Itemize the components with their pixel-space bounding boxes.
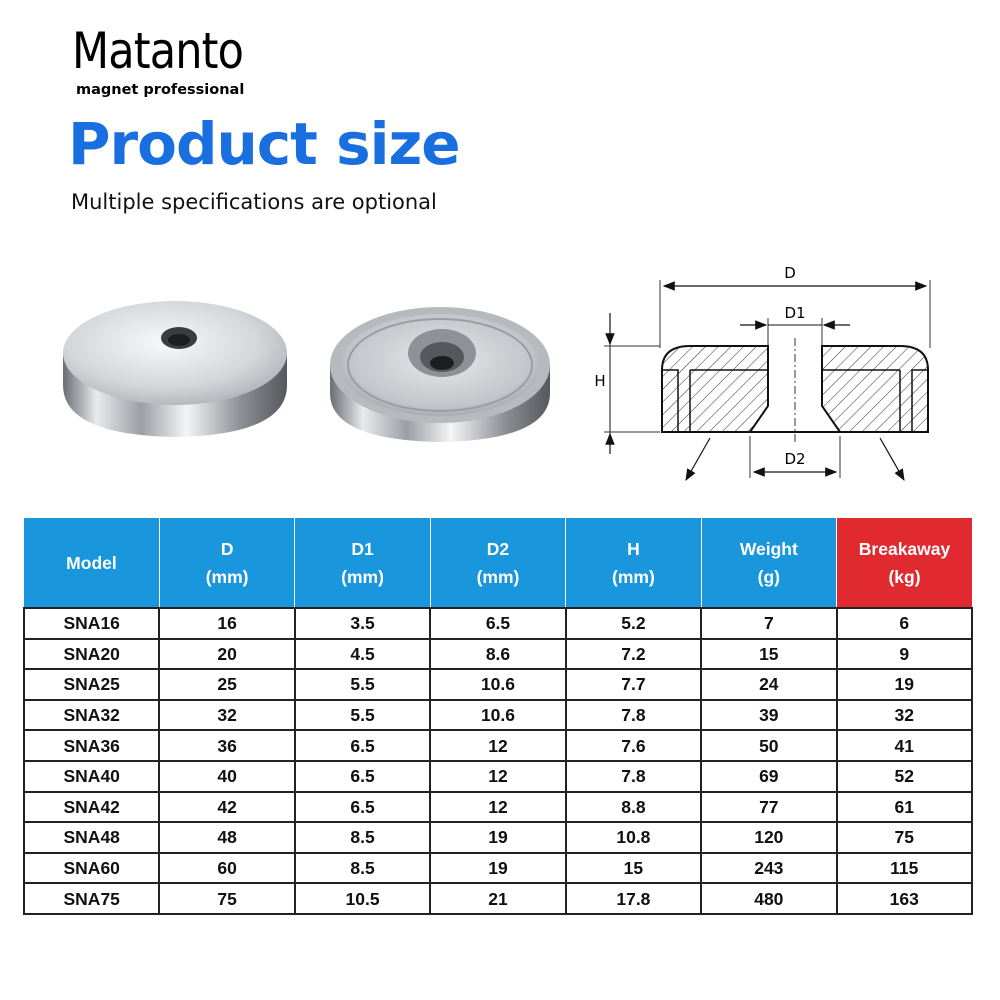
table-cell: 60 [159, 853, 294, 884]
column-header [159, 518, 294, 608]
table-cell: 7.6 [566, 730, 701, 761]
column-header [24, 518, 159, 608]
column-header-label: Breakaway [858, 538, 951, 559]
model-cell: SNA25 [24, 669, 159, 700]
column-header-unit: (g) [757, 566, 780, 587]
product-photos [55, 285, 595, 475]
table-cell: 16 [159, 608, 294, 639]
table-row [24, 608, 972, 639]
table-cell: 17.8 [566, 883, 701, 914]
label-d: D [784, 264, 796, 282]
table-cell: 12 [430, 792, 565, 823]
table-cell: 7.2 [566, 639, 701, 670]
model-cell: SNA20 [24, 639, 159, 670]
table-cell: 120 [701, 822, 836, 853]
column-header [295, 518, 430, 608]
magnet-photo-left [63, 301, 287, 437]
table-cell: 6.5 [295, 730, 430, 761]
table-row [24, 669, 972, 700]
column-header-label: D1 [351, 538, 374, 559]
dimension-diagram [590, 258, 950, 498]
column-header [837, 518, 972, 608]
table-cell: 10.5 [295, 883, 430, 914]
table-cell: 48 [159, 822, 294, 853]
table-cell: 10.8 [566, 822, 701, 853]
table-cell: 8.5 [295, 822, 430, 853]
table-cell: 115 [837, 853, 972, 884]
table-cell: 19 [430, 853, 565, 884]
table-cell: 20 [159, 639, 294, 670]
table-cell: 9 [837, 639, 972, 670]
table-cell: 39 [701, 700, 836, 731]
table-cell: 77 [701, 792, 836, 823]
table-cell: 8.5 [295, 853, 430, 884]
brand-logo [72, 22, 271, 98]
table-cell: 41 [837, 730, 972, 761]
table-header-row [24, 518, 972, 608]
column-header [701, 518, 836, 608]
column-header [566, 518, 701, 608]
page-title: Product size [68, 110, 460, 178]
table-cell: 10.6 [430, 700, 565, 731]
table-cell: 19 [430, 822, 565, 853]
model-cell: SNA42 [24, 792, 159, 823]
table-cell: 7 [701, 608, 836, 639]
table-cell: 12 [430, 761, 565, 792]
table-cell: 40 [159, 761, 294, 792]
column-header-label: Model [66, 552, 117, 573]
table-row [24, 730, 972, 761]
table-cell: 8.8 [566, 792, 701, 823]
table-row [24, 853, 972, 884]
table-cell: 69 [701, 761, 836, 792]
table-cell: 163 [837, 883, 972, 914]
table-cell: 21 [430, 883, 565, 914]
spec-table [23, 518, 973, 915]
table-cell: 61 [837, 792, 972, 823]
table-cell: 32 [159, 700, 294, 731]
model-cell: SNA40 [24, 761, 159, 792]
model-cell: SNA36 [24, 730, 159, 761]
model-cell: SNA60 [24, 853, 159, 884]
table-cell: 5.2 [566, 608, 701, 639]
table-row [24, 792, 972, 823]
table-row [24, 700, 972, 731]
table-cell: 6.5 [295, 761, 430, 792]
model-cell: SNA48 [24, 822, 159, 853]
table-cell: 32 [837, 700, 972, 731]
label-d1: D1 [784, 304, 806, 322]
column-header-unit: (mm) [341, 566, 384, 587]
column-header-unit: (mm) [205, 566, 249, 587]
table-cell: 4.5 [295, 639, 430, 670]
table-cell: 8.6 [430, 639, 565, 670]
column-header-unit: (mm) [476, 566, 520, 587]
column-header [430, 518, 565, 608]
table-row [24, 761, 972, 792]
table-cell: 6 [837, 608, 972, 639]
table-cell: 75 [837, 822, 972, 853]
table-cell: 10.6 [430, 669, 565, 700]
table-cell: 24 [701, 669, 836, 700]
table-cell: 7.8 [566, 761, 701, 792]
magnet-photo-right [330, 307, 550, 442]
table-cell: 6.5 [430, 608, 565, 639]
column-header-label: H [627, 538, 640, 559]
model-cell: SNA32 [24, 700, 159, 731]
table-cell: 52 [837, 761, 972, 792]
table-cell: 42 [159, 792, 294, 823]
table-row [24, 883, 972, 914]
label-d2: D2 [784, 450, 806, 468]
table-cell: 25 [159, 669, 294, 700]
column-header-unit: (mm) [612, 566, 655, 587]
brand-tagline: magnet professional [76, 82, 245, 98]
model-cell: SNA75 [24, 883, 159, 914]
table-cell: 50 [701, 730, 836, 761]
table-body [24, 608, 972, 914]
table-cell: 480 [701, 883, 836, 914]
table-cell: 15 [701, 639, 836, 670]
brand-name: Matanto [72, 22, 244, 80]
table-cell: 243 [701, 853, 836, 884]
table-cell: 15 [566, 853, 701, 884]
table-cell: 7.8 [566, 700, 701, 731]
table-cell: 75 [159, 883, 294, 914]
model-cell: SNA16 [24, 608, 159, 639]
table-row [24, 639, 972, 670]
column-header-label: D2 [486, 538, 510, 559]
column-header-label: Weight [739, 538, 798, 559]
table-cell: 3.5 [295, 608, 430, 639]
table-row [24, 822, 972, 853]
page-subtitle: Multiple specifications are optional [71, 190, 437, 214]
table-cell: 5.5 [295, 700, 430, 731]
label-h: H [594, 372, 606, 390]
table-cell: 7.7 [566, 669, 701, 700]
table-cell: 19 [837, 669, 972, 700]
table-cell: 6.5 [295, 792, 430, 823]
column-header-label: D [220, 538, 234, 559]
table-cell: 36 [159, 730, 294, 761]
table-cell: 12 [430, 730, 565, 761]
column-header-unit: (kg) [888, 566, 921, 587]
table-cell: 5.5 [295, 669, 430, 700]
